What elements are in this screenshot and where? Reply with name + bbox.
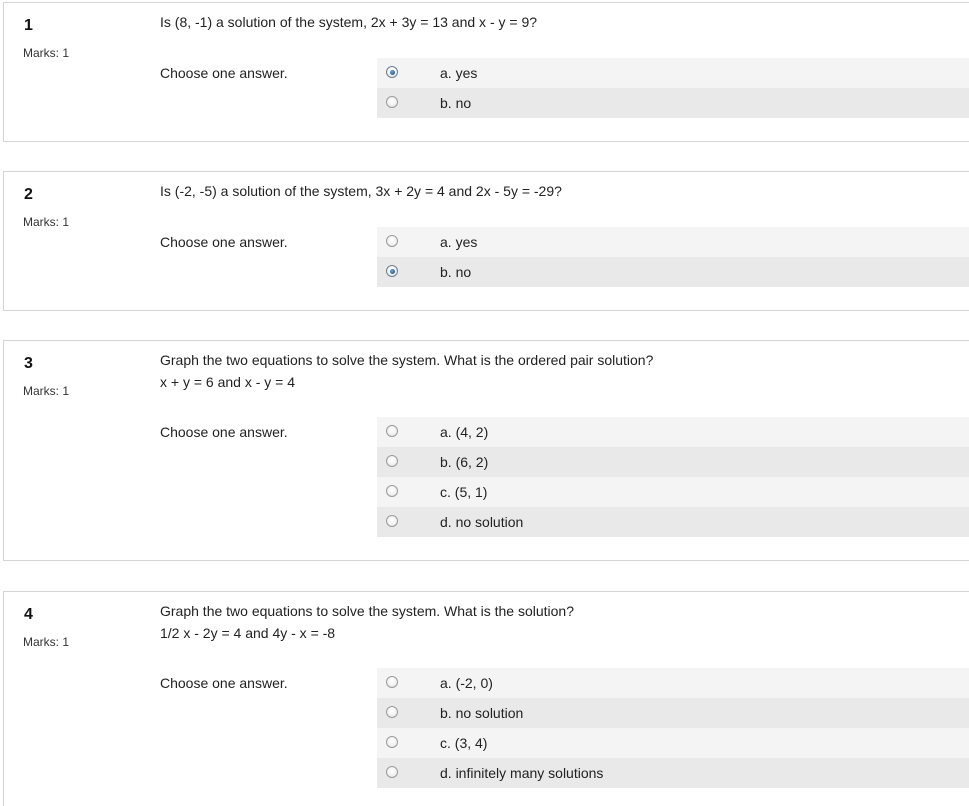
radio-button[interactable] — [386, 425, 398, 437]
choose-prompt: Choose one answer. — [160, 424, 288, 440]
question-3 — [3, 340, 969, 561]
answer-list — [377, 227, 969, 287]
answer-option[interactable] — [377, 447, 969, 477]
answer-option[interactable] — [377, 227, 969, 257]
choose-prompt: Choose one answer. — [160, 675, 288, 691]
answer-option[interactable] — [377, 477, 969, 507]
answer-list — [377, 417, 969, 537]
answer-option[interactable] — [377, 257, 969, 287]
radio-button[interactable] — [386, 736, 398, 748]
answer-label[interactable]: b. no solution — [440, 705, 524, 721]
answer-label[interactable]: b. no — [440, 264, 472, 280]
choose-prompt: Choose one answer. — [160, 234, 288, 250]
answer-option[interactable] — [377, 728, 969, 758]
answer-label[interactable]: a. yes — [440, 234, 478, 250]
question-text-line: Is (-2, -5) a solution of the system, 3x + 2y = 4 and 2x - 5y = -29? — [160, 183, 562, 199]
answer-option[interactable] — [377, 698, 969, 728]
question-text — [160, 11, 537, 33]
answer-list — [377, 58, 969, 118]
answer-option[interactable] — [377, 417, 969, 447]
answer-label[interactable]: d. infinitely many solutions — [440, 765, 604, 781]
question-text — [160, 180, 562, 202]
question-text-line: Graph the two equations to solve the system. What is the ordered pair solution? — [160, 352, 654, 368]
radio-button[interactable] — [386, 485, 398, 497]
answer-label[interactable]: a. (-2, 0) — [440, 675, 493, 691]
answer-label[interactable]: c. (3, 4) — [440, 735, 488, 751]
answer-label[interactable]: b. (6, 2) — [440, 454, 489, 470]
radio-button[interactable] — [386, 676, 398, 688]
question-text-line: x + y = 6 and x - y = 4 — [160, 374, 296, 390]
question-marks: Marks: 1 — [23, 46, 70, 60]
radio-button[interactable] — [386, 66, 398, 78]
answer-label[interactable]: a. yes — [440, 65, 478, 81]
answer-option[interactable] — [377, 758, 969, 788]
question-text-line: Graph the two equations to solve the system. What is the solution? — [160, 603, 574, 619]
answer-label[interactable]: d. no solution — [440, 514, 524, 530]
question-number: 4 — [24, 606, 33, 623]
answer-option[interactable] — [377, 668, 969, 698]
question-marks: Marks: 1 — [23, 384, 70, 398]
radio-button[interactable] — [386, 96, 398, 108]
choose-prompt: Choose one answer. — [160, 65, 288, 81]
radio-button[interactable] — [386, 235, 398, 247]
question-text-line: 1/2 x - 2y = 4 and 4y - x = -8 — [160, 625, 336, 641]
question-text — [160, 600, 574, 644]
answer-label[interactable]: b. no — [440, 95, 472, 111]
answer-label[interactable]: a. (4, 2) — [440, 424, 489, 440]
answer-option[interactable] — [377, 58, 969, 88]
question-number: 3 — [24, 355, 33, 372]
question-4 — [3, 591, 969, 806]
question-text — [160, 349, 653, 393]
answer-option[interactable] — [377, 88, 969, 118]
radio-button[interactable] — [386, 455, 398, 467]
radio-button[interactable] — [386, 706, 398, 718]
answer-list — [377, 668, 969, 788]
question-marks: Marks: 1 — [23, 215, 70, 229]
question-number: 2 — [24, 186, 33, 203]
radio-button[interactable] — [386, 265, 398, 277]
answer-label[interactable]: c. (5, 1) — [440, 484, 488, 500]
question-number: 1 — [24, 17, 33, 34]
question-1 — [3, 2, 969, 142]
question-text-line: Is (8, -1) a solution of the system, 2x + 3y = 13 and x - y = 9? — [160, 14, 538, 30]
radio-button[interactable] — [386, 515, 398, 527]
question-2 — [3, 171, 969, 311]
radio-button[interactable] — [386, 766, 398, 778]
question-marks: Marks: 1 — [23, 635, 70, 649]
answer-option[interactable] — [377, 507, 969, 537]
